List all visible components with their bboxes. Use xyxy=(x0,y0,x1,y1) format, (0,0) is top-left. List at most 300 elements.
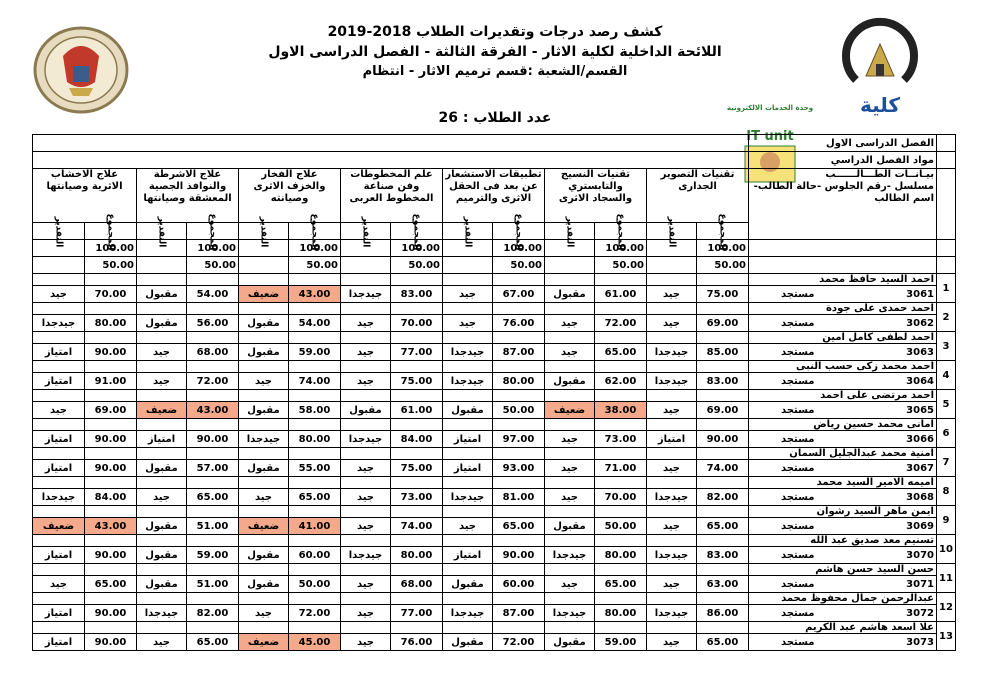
spacer-cell xyxy=(647,419,697,431)
mark-cell: 77.00 xyxy=(391,605,443,622)
grade-cell: جيد xyxy=(647,460,697,477)
spacer-cell xyxy=(443,332,493,344)
grade-cell: امتياز xyxy=(33,460,85,477)
mark-cell: 91.00 xyxy=(85,373,137,390)
grade-cell: جيد xyxy=(647,402,697,419)
max-mark: 100.00 xyxy=(595,240,647,257)
spacer-cell xyxy=(595,622,647,634)
spacer-cell xyxy=(545,419,595,431)
mark-cell: 80.00 xyxy=(595,547,647,564)
student-status: مستجد xyxy=(781,317,815,329)
grades-table xyxy=(32,134,956,651)
grade-cell: امتياز xyxy=(137,431,187,448)
mark-cell: 71.00 xyxy=(595,460,647,477)
mark-cell: 83.00 xyxy=(697,547,749,564)
spacer-cell xyxy=(289,564,341,576)
spacer-cell xyxy=(697,506,749,518)
grade-cell: جيد xyxy=(341,344,391,361)
grade-cell: مقبول xyxy=(239,344,289,361)
mark-cell: 76.00 xyxy=(391,634,443,651)
table-row xyxy=(33,373,956,390)
spacer-cell xyxy=(391,564,443,576)
seat-number: 3073 xyxy=(906,636,934,648)
mark-cell: 45.00 xyxy=(289,634,341,651)
mark-cell: 75.00 xyxy=(697,286,749,303)
spacer-cell xyxy=(697,332,749,344)
spacer-cell xyxy=(187,448,239,460)
spacer-cell xyxy=(187,419,239,431)
mark-cell: 58.00 xyxy=(289,402,341,419)
spacer-cell xyxy=(187,274,239,286)
grade-cell: امتياز xyxy=(33,605,85,622)
spacer-cell xyxy=(85,564,137,576)
mark-cell: 65.00 xyxy=(595,344,647,361)
spacer-cell xyxy=(647,535,697,547)
max-mark: 100.00 xyxy=(493,240,545,257)
spacer-cell xyxy=(33,332,85,344)
grade-cell: امتياز xyxy=(33,547,85,564)
spacer-cell xyxy=(697,477,749,489)
grade-cell: جيدجدا xyxy=(545,605,595,622)
student-info-subtitle: مسلسل -رقم الجلوس -حالة الطالب-اسم الطالب xyxy=(753,181,934,204)
grade-cell: ضعيف xyxy=(239,634,289,651)
grade-cell: جيد xyxy=(647,518,697,535)
seat-number: 3065 xyxy=(906,404,934,416)
spacer-cell xyxy=(85,303,137,315)
seat-number: 3061 xyxy=(906,288,934,300)
spacer-cell xyxy=(239,361,289,373)
grade-cell: مقبول xyxy=(137,315,187,332)
student-status: مستجد xyxy=(781,491,815,503)
total-label-text: المجموع xyxy=(513,213,524,250)
min-grade-blank xyxy=(137,257,187,274)
grade-column-label xyxy=(33,216,85,247)
mark-cell: 90.00 xyxy=(85,634,137,651)
grade-cell: مقبول xyxy=(239,460,289,477)
grade-cell: جيد xyxy=(137,344,187,361)
spacer-cell xyxy=(289,506,341,518)
mark-cell: 70.00 xyxy=(391,315,443,332)
spacer-cell xyxy=(443,419,493,431)
student-name: عبدالرحمن جمال محفوظ محمد xyxy=(749,593,937,605)
grade-cell: مقبول xyxy=(341,402,391,419)
grade-cell: جيد xyxy=(341,373,391,390)
grade-cell: مقبول xyxy=(239,402,289,419)
blank-cell xyxy=(937,240,956,257)
spacer-cell xyxy=(391,448,443,460)
grade-cell: جيد xyxy=(647,576,697,593)
spacer-cell xyxy=(33,448,85,460)
spacer-cell xyxy=(33,419,85,431)
student-name: احمد محمد زكى حسب النبى xyxy=(749,361,937,373)
spacer-cell xyxy=(647,448,697,460)
spacer-cell xyxy=(137,622,187,634)
student-id-status xyxy=(749,315,937,332)
student-name: امانى محمد حسين رياض xyxy=(749,419,937,431)
total-label-text: المجموع xyxy=(105,213,116,250)
student-status: مستجد xyxy=(781,520,815,532)
spacer-cell xyxy=(85,448,137,460)
row-number: 13 xyxy=(937,622,956,651)
mark-cell: 41.00 xyxy=(289,518,341,535)
grade-cell: مقبول xyxy=(137,576,187,593)
mark-cell: 68.00 xyxy=(187,344,239,361)
spacer-cell xyxy=(289,303,341,315)
spacer-cell xyxy=(85,361,137,373)
grade-cell: جيدجدا xyxy=(239,431,289,448)
grade-cell: جيد xyxy=(545,576,595,593)
mark-cell: 82.00 xyxy=(187,605,239,622)
spacer-cell xyxy=(341,332,391,344)
grade-cell: جيد xyxy=(33,402,85,419)
spacer-cell xyxy=(137,564,187,576)
mark-cell: 50.00 xyxy=(289,576,341,593)
spacer-cell xyxy=(341,448,391,460)
spacer-cell xyxy=(341,622,391,634)
student-status: مستجد xyxy=(781,462,815,474)
grade-cell: امتياز xyxy=(647,431,697,448)
student-name-row xyxy=(33,564,956,576)
spacer-cell xyxy=(289,390,341,402)
spacer-cell xyxy=(595,506,647,518)
spacer-cell xyxy=(545,622,595,634)
spacer-cell xyxy=(239,477,289,489)
student-name-row xyxy=(33,477,956,489)
grade-cell: جيدجدا xyxy=(341,547,391,564)
spacer-cell xyxy=(85,506,137,518)
spacer-cell xyxy=(289,419,341,431)
min-mark: 50.00 xyxy=(187,257,239,274)
student-id-status xyxy=(749,547,937,564)
table-row xyxy=(33,576,956,593)
table-row xyxy=(33,402,956,419)
grade-cell: جيد xyxy=(647,634,697,651)
min-mark: 50.00 xyxy=(595,257,647,274)
mark-cell: 68.00 xyxy=(391,576,443,593)
spacer-cell xyxy=(187,332,239,344)
student-name: احمد لطفى كامل امين xyxy=(749,332,937,344)
total-label-text: المجموع xyxy=(207,213,218,250)
grade-cell: ضعيف xyxy=(239,518,289,535)
mark-cell: 93.00 xyxy=(493,460,545,477)
grade-cell: جيد xyxy=(33,286,85,303)
spacer-cell xyxy=(493,303,545,315)
grade-cell: مقبول xyxy=(239,576,289,593)
row-number: 9 xyxy=(937,506,956,535)
min-grade-blank xyxy=(33,257,85,274)
spacer-cell xyxy=(545,564,595,576)
row-number: 2 xyxy=(937,303,956,332)
student-status: مستجد xyxy=(781,404,815,416)
spacer-cell xyxy=(391,535,443,547)
spacer-cell xyxy=(443,593,493,605)
spacer-cell xyxy=(697,390,749,402)
min-grade-blank xyxy=(545,257,595,274)
spacer-cell xyxy=(493,622,545,634)
seat-number: 3072 xyxy=(906,607,934,619)
seat-number: 3070 xyxy=(906,549,934,561)
seat-number: 3062 xyxy=(906,317,934,329)
grade-cell: جيدجدا xyxy=(443,605,493,622)
total-label-text: المجموع xyxy=(615,213,626,250)
row-number: 10 xyxy=(937,535,956,564)
student-status: مستجد xyxy=(781,607,815,619)
min-grade-blank xyxy=(647,257,697,274)
grade-cell: جيدجدا xyxy=(33,315,85,332)
mark-cell: 81.00 xyxy=(493,489,545,506)
min-mark: 50.00 xyxy=(289,257,341,274)
spacer-cell xyxy=(595,419,647,431)
blank-cell xyxy=(749,240,937,257)
spacer-cell xyxy=(595,564,647,576)
grade-cell: جيد xyxy=(341,576,391,593)
mark-cell: 73.00 xyxy=(391,489,443,506)
table-row xyxy=(33,344,956,361)
spacer-cell xyxy=(595,274,647,286)
seat-number: 3068 xyxy=(906,491,934,503)
mark-cell: 70.00 xyxy=(595,489,647,506)
spacer-cell xyxy=(187,303,239,315)
row-number: 12 xyxy=(937,593,956,622)
spacer-cell xyxy=(341,390,391,402)
spacer-cell xyxy=(647,274,697,286)
student-name: ايمن ماهر السيد رشوان xyxy=(749,506,937,518)
min-grade-blank xyxy=(341,257,391,274)
mark-cell: 50.00 xyxy=(595,518,647,535)
spacer-cell xyxy=(187,361,239,373)
grade-cell: جيد xyxy=(545,344,595,361)
mark-cell: 80.00 xyxy=(85,315,137,332)
spacer-cell xyxy=(697,361,749,373)
grade-cell: جيد xyxy=(33,576,85,593)
university-logo xyxy=(33,26,129,114)
mark-cell: 87.00 xyxy=(493,344,545,361)
grade-cell: جيدجدا xyxy=(443,373,493,390)
spacer-cell xyxy=(341,419,391,431)
spacer-cell xyxy=(443,506,493,518)
spacer-cell xyxy=(239,303,289,315)
mark-cell: 57.00 xyxy=(187,460,239,477)
subject-header: تطبيقات الاستشعار عن بعد فى الحقل الاثرى والترميم xyxy=(443,169,545,223)
min-grade-blank xyxy=(443,257,493,274)
mark-cell: 65.00 xyxy=(697,634,749,651)
student-info-title: بيـانــات الطـــالــــــب xyxy=(825,169,934,180)
spacer-cell xyxy=(391,593,443,605)
min-mark: 50.00 xyxy=(85,257,137,274)
mark-cell: 90.00 xyxy=(187,431,239,448)
student-id-status xyxy=(749,373,937,390)
table-row xyxy=(33,518,956,535)
grade-cell: جيد xyxy=(239,373,289,390)
grade-cell: امتياز xyxy=(33,344,85,361)
badge-text: IT unit xyxy=(746,129,794,144)
spacer-cell xyxy=(647,477,697,489)
student-name: علا اسعد هاشم عبد الكريم xyxy=(749,622,937,634)
grade-label-text: التقدير xyxy=(564,216,575,247)
spacer-cell xyxy=(239,419,289,431)
spacer-cell xyxy=(33,390,85,402)
spacer-cell xyxy=(187,593,239,605)
spacer-cell xyxy=(595,593,647,605)
row-number: 4 xyxy=(937,361,956,390)
spacer-cell xyxy=(239,593,289,605)
mark-cell: 72.00 xyxy=(187,373,239,390)
grade-cell: ضعيف xyxy=(545,402,595,419)
mark-cell: 67.00 xyxy=(493,286,545,303)
spacer-cell xyxy=(33,622,85,634)
min-grade-blank xyxy=(239,257,289,274)
spacer-cell xyxy=(391,274,443,286)
student-status: مستجد xyxy=(781,288,815,300)
spacer-cell xyxy=(391,303,443,315)
student-name-row xyxy=(33,506,956,518)
spacer-cell xyxy=(545,448,595,460)
spacer-cell xyxy=(239,274,289,286)
mark-cell: 62.00 xyxy=(595,373,647,390)
student-name-row xyxy=(33,622,956,634)
spacer-cell xyxy=(85,419,137,431)
grade-cell: جيد xyxy=(137,373,187,390)
spacer-cell xyxy=(85,622,137,634)
max-mark: 100.00 xyxy=(697,240,749,257)
student-id-status xyxy=(749,576,937,593)
spacer-cell xyxy=(137,332,187,344)
mark-cell: 38.00 xyxy=(595,402,647,419)
spacer-cell xyxy=(85,593,137,605)
grade-label-text: التقدير xyxy=(462,216,473,247)
spacer-cell xyxy=(493,332,545,344)
grade-cell: جيد xyxy=(341,489,391,506)
mark-cell: 80.00 xyxy=(595,605,647,622)
mark-cell: 72.00 xyxy=(289,605,341,622)
grade-cell: مقبول xyxy=(545,634,595,651)
spacer-cell xyxy=(443,477,493,489)
row-number: 1 xyxy=(937,274,956,303)
spacer-cell xyxy=(493,506,545,518)
total-label-text: المجموع xyxy=(717,213,728,250)
spacer-cell xyxy=(33,303,85,315)
student-name-row xyxy=(33,448,956,460)
student-count: عدد الطلاب : 26 xyxy=(438,110,552,126)
spacer-cell xyxy=(443,448,493,460)
spacer-cell xyxy=(33,506,85,518)
max-mark: 100.00 xyxy=(187,240,239,257)
mark-cell: 60.00 xyxy=(289,547,341,564)
subject-header: تقنيات النسيج والتابستري والسجاد الاثرى xyxy=(545,169,647,223)
mark-cell: 77.00 xyxy=(391,344,443,361)
grade-label-text: التقدير xyxy=(258,216,269,247)
spacer-cell xyxy=(289,622,341,634)
student-id-status xyxy=(749,286,937,303)
student-status: مستجد xyxy=(781,636,815,648)
mark-cell: 74.00 xyxy=(289,373,341,390)
mark-cell: 43.00 xyxy=(85,518,137,535)
row-number: 6 xyxy=(937,419,956,448)
spacer-cell xyxy=(239,390,289,402)
student-name: تسنيم معد صديق عبد الله xyxy=(749,535,937,547)
spacer-cell xyxy=(493,477,545,489)
student-id-status xyxy=(749,431,937,448)
spacer-cell xyxy=(341,361,391,373)
spacer-cell xyxy=(443,361,493,373)
spacer-cell xyxy=(697,535,749,547)
mark-cell: 69.00 xyxy=(85,402,137,419)
student-name: اميمه الامير السيد محمد xyxy=(749,477,937,489)
subject-header: علم المخطوطات وفن صناعة المخطوط العربى xyxy=(341,169,443,223)
spacer-cell xyxy=(341,274,391,286)
spacer-cell xyxy=(391,332,443,344)
grade-cell: جيدجدا xyxy=(443,489,493,506)
spacer-cell xyxy=(493,274,545,286)
mark-cell: 85.00 xyxy=(697,344,749,361)
grade-cell: جيد xyxy=(545,460,595,477)
spacer-cell xyxy=(341,593,391,605)
spacer-cell xyxy=(697,564,749,576)
mark-cell: 65.00 xyxy=(493,518,545,535)
student-status: مستجد xyxy=(781,433,815,445)
spacer-cell xyxy=(239,535,289,547)
spacer-cell xyxy=(289,593,341,605)
spacer-cell xyxy=(341,564,391,576)
mark-cell: 84.00 xyxy=(391,431,443,448)
seat-number: 3064 xyxy=(906,375,934,387)
spacer-cell xyxy=(443,303,493,315)
grade-cell: امتياز xyxy=(33,634,85,651)
seat-number: 3063 xyxy=(906,346,934,358)
grade-cell: مقبول xyxy=(545,373,595,390)
mark-cell: 80.00 xyxy=(289,431,341,448)
spacer-cell xyxy=(85,274,137,286)
mark-cell: 65.00 xyxy=(85,576,137,593)
spacer-cell xyxy=(391,361,443,373)
spacer-cell xyxy=(595,535,647,547)
spacer-cell xyxy=(391,419,443,431)
mark-cell: 61.00 xyxy=(391,402,443,419)
mark-cell: 83.00 xyxy=(391,286,443,303)
mark-cell: 76.00 xyxy=(493,315,545,332)
mark-cell: 86.00 xyxy=(697,605,749,622)
spacer-cell xyxy=(137,303,187,315)
mark-cell: 54.00 xyxy=(289,315,341,332)
student-status: مستجد xyxy=(781,549,815,561)
grade-cell: جيد xyxy=(443,518,493,535)
spacer-cell xyxy=(493,390,545,402)
mark-cell: 84.00 xyxy=(85,489,137,506)
grade-column-label xyxy=(341,216,391,247)
table-row xyxy=(33,489,956,506)
grade-cell: امتياز xyxy=(33,431,85,448)
spacer-cell xyxy=(137,390,187,402)
grade-column-label xyxy=(443,216,493,247)
mark-cell: 50.00 xyxy=(493,402,545,419)
badge-top-text: وحدة الخدمات الالكترونية xyxy=(726,104,814,112)
grade-cell: جيد xyxy=(647,315,697,332)
spacer-cell xyxy=(137,506,187,518)
spacer-cell xyxy=(137,274,187,286)
grade-cell: جيد xyxy=(341,634,391,651)
spacer-cell xyxy=(391,622,443,634)
mark-cell: 59.00 xyxy=(187,547,239,564)
student-status: مستجد xyxy=(781,375,815,387)
spacer-cell xyxy=(341,303,391,315)
grade-label-text: التقدير xyxy=(666,216,677,247)
grade-cell: جيد xyxy=(443,315,493,332)
mark-cell: 65.00 xyxy=(187,634,239,651)
grade-cell: امتياز xyxy=(443,460,493,477)
seat-number: 3066 xyxy=(906,433,934,445)
mark-cell: 59.00 xyxy=(289,344,341,361)
subject-header: علاج الفخار والخزف الاثرى وصيانته xyxy=(239,169,341,223)
